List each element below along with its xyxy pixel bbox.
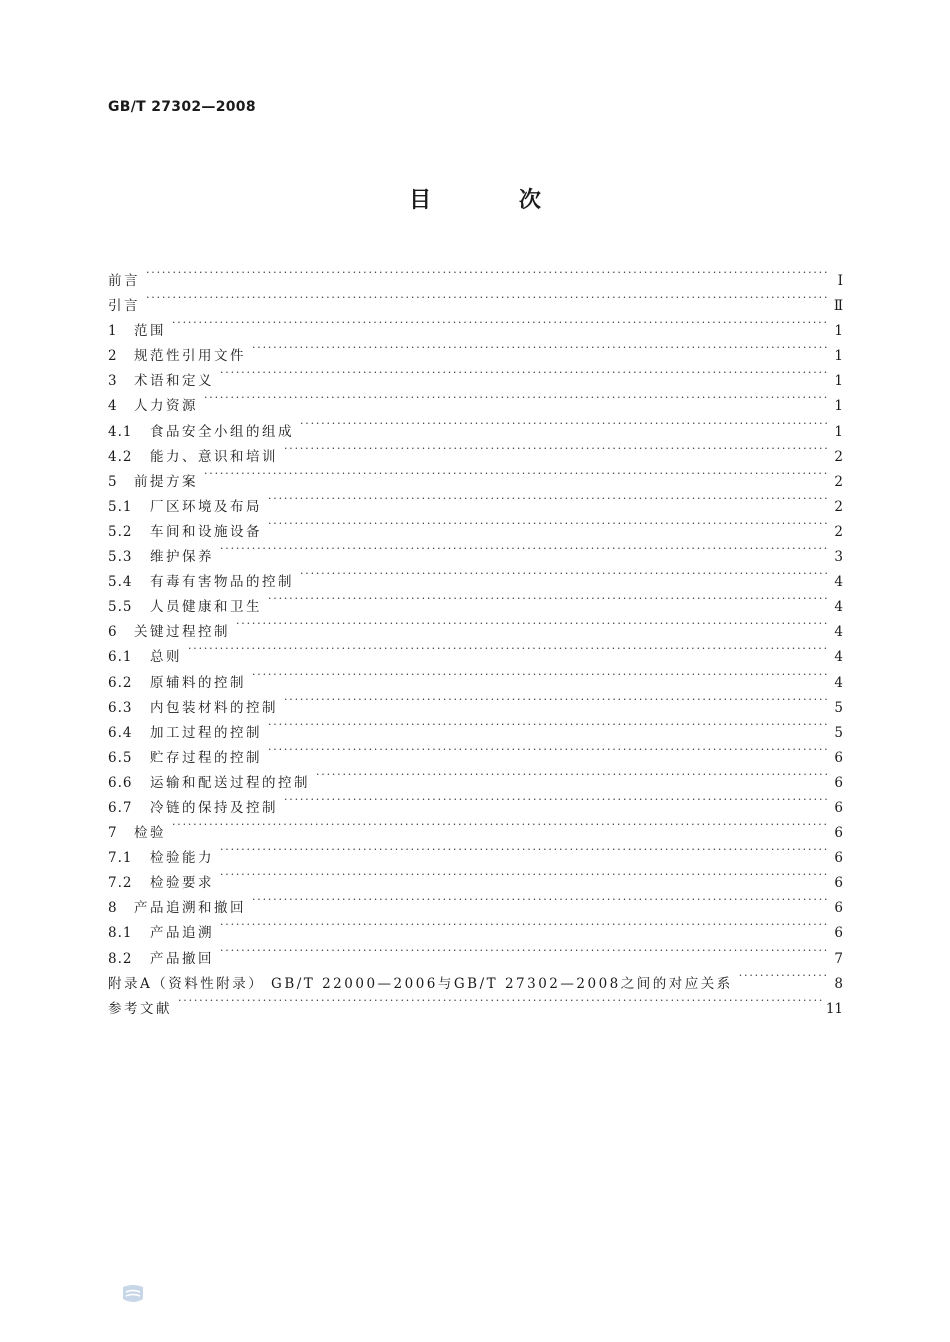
toc-entry-page-number: 5 xyxy=(834,724,843,741)
toc-entry-number: 5 xyxy=(108,473,118,490)
toc-entry-label: 能力、意识和培训 xyxy=(150,448,278,465)
toc-dot-leader xyxy=(220,862,827,887)
toc-entry-page-number: 6 xyxy=(834,799,843,816)
toc-entry-page-number: 6 xyxy=(834,900,843,917)
toc-dot-leader xyxy=(172,310,827,335)
page-title: 目 次 xyxy=(409,188,581,213)
toc-dot-leader xyxy=(188,636,827,661)
toc-entry-page-number: Ⅰ xyxy=(837,273,843,289)
toc-entry-label: 检验 xyxy=(134,825,166,842)
toc-entry-page-number: 1 xyxy=(834,348,843,365)
toc-entry-page-number: 4 xyxy=(834,674,843,691)
toc-entry-label: 原辅料的控制 xyxy=(150,674,246,691)
toc-entry[interactable] xyxy=(108,837,843,867)
toc-dot-leader xyxy=(284,787,827,812)
toc-entry[interactable] xyxy=(108,285,843,315)
toc-dot-leader xyxy=(252,887,827,912)
toc-entry-label: 检验能力 xyxy=(150,850,214,867)
toc-entry-label: 检验要求 xyxy=(150,875,214,892)
toc-entry-number: 6.3 xyxy=(108,699,133,716)
toc-entry-number: 5.5 xyxy=(108,599,133,616)
toc-entry-number: 6.5 xyxy=(108,749,133,766)
toc-entry-label: 运输和配送过程的控制 xyxy=(150,774,310,791)
toc-entry-label: 加工过程的控制 xyxy=(150,724,262,741)
toc-dot-leader xyxy=(146,285,827,310)
toc-dot-leader xyxy=(146,260,827,285)
toc-entry-number: 5.1 xyxy=(108,498,133,515)
toc-entry-number: 8.1 xyxy=(108,925,133,942)
toc-entry-label: 产品追溯 xyxy=(150,925,214,942)
toc-dot-leader xyxy=(252,662,827,687)
toc-entry-label: 关键过程控制 xyxy=(134,624,230,641)
toc-entry-page-number: 7 xyxy=(834,950,843,967)
toc-entry-page-number: Ⅱ xyxy=(833,298,843,315)
toc-entry-page-number: 6 xyxy=(834,875,843,892)
toc-dot-leader xyxy=(316,762,827,787)
toc-entry-page-number: 6 xyxy=(834,825,843,842)
toc-dot-leader xyxy=(220,938,827,963)
toc-entry-number: 7.1 xyxy=(108,850,133,867)
toc-entry[interactable] xyxy=(108,310,843,340)
toc-entry-page-number: 2 xyxy=(834,523,843,540)
toc-dot-leader xyxy=(220,912,827,937)
toc-entry-label: 术语和定义 xyxy=(134,373,214,390)
toc-dot-leader xyxy=(284,687,827,712)
toc-dot-leader xyxy=(220,837,827,862)
toc-entry-number: 4.1 xyxy=(108,423,133,440)
toc-entry-label: 产品追溯和撤回 xyxy=(134,900,246,917)
toc-entry-page-number: 1 xyxy=(834,423,843,440)
toc-entry[interactable] xyxy=(108,662,843,691)
toc-entry-label: 贮存过程的控制 xyxy=(150,749,262,766)
toc-dot-leader xyxy=(220,360,827,385)
toc-entry-page-number: 6 xyxy=(834,850,843,867)
table-of-contents xyxy=(108,260,843,1017)
standard-code: GB/T 27302—2008 xyxy=(108,99,256,115)
toc-entry-label: 有毒有害物品的控制 xyxy=(150,574,294,591)
toc-entry-number: 3 xyxy=(108,373,118,390)
toc-entry-number: 6.1 xyxy=(108,649,133,666)
toc-entry-label: 引言 xyxy=(108,298,140,315)
toc-dot-leader xyxy=(300,561,827,586)
toc-entry[interactable] xyxy=(108,335,843,365)
toc-entry-label: 食品安全小组的组成 xyxy=(150,423,294,440)
toc-entry-number: 6.2 xyxy=(108,674,133,691)
toc-dot-leader xyxy=(268,586,827,611)
toc-entry[interactable] xyxy=(108,260,843,289)
toc-dot-leader xyxy=(204,385,827,410)
toc-entry-number: 5.4 xyxy=(108,574,133,591)
toc-entry-label: 前提方案 xyxy=(134,473,198,490)
toc-dot-leader xyxy=(220,536,827,561)
toc-entry-number: 6.6 xyxy=(108,774,133,791)
toc-entry-label: 车间和设施设备 xyxy=(150,523,262,540)
toc-entry-page-number: 5 xyxy=(834,699,843,716)
toc-entry-label: 人力资源 xyxy=(134,398,198,415)
toc-entry-number: 7.2 xyxy=(108,875,133,892)
toc-entry-label: 冷链的保持及控制 xyxy=(150,799,278,816)
toc-entry-number: 7 xyxy=(108,825,118,842)
toc-entry-page-number: 2 xyxy=(834,448,843,465)
toc-entry-page-number: 6 xyxy=(834,749,843,766)
toc-entry[interactable] xyxy=(108,988,843,1017)
toc-dot-leader xyxy=(268,737,827,762)
toc-entry[interactable] xyxy=(108,461,843,490)
toc-entry-number: 5.3 xyxy=(108,549,133,566)
toc-dot-leader xyxy=(252,335,827,360)
toc-entry-number: 6.7 xyxy=(108,799,133,816)
toc-entry-page-number: 8 xyxy=(834,975,843,992)
toc-entry-label: 维护保养 xyxy=(150,549,214,566)
toc-dot-leader xyxy=(204,461,827,486)
toc-entry-page-number: 4 xyxy=(834,649,843,666)
toc-entry[interactable] xyxy=(108,812,843,842)
toc-entry-number: 8.2 xyxy=(108,950,133,967)
toc-dot-leader xyxy=(178,988,822,1013)
toc-entry-label: 范围 xyxy=(134,323,166,340)
toc-dot-leader xyxy=(268,511,827,536)
toc-entry-page-number: 1 xyxy=(834,323,843,340)
toc-dot-leader xyxy=(236,611,827,636)
toc-entry-number: 1 xyxy=(108,323,118,340)
toc-dot-leader xyxy=(268,712,827,737)
toc-entry-page-number: 4 xyxy=(834,574,843,591)
toc-entry-page-number: 2 xyxy=(834,473,843,490)
toc-entry[interactable] xyxy=(108,411,843,440)
toc-entry-label: 产品撤回 xyxy=(150,950,214,967)
toc-entry-page-number: 6 xyxy=(834,774,843,791)
toc-entry[interactable] xyxy=(108,636,843,666)
toc-entry[interactable] xyxy=(108,486,843,515)
toc-entry-label: 人员健康和卫生 xyxy=(150,599,262,616)
toc-entry-page-number: 11 xyxy=(825,1000,843,1017)
toc-dot-leader xyxy=(739,963,827,988)
toc-entry-label: 参考文献 xyxy=(108,1000,172,1017)
toc-entry-page-number: 4 xyxy=(834,624,843,641)
sac-logo-icon xyxy=(120,1283,146,1305)
toc-dot-leader xyxy=(268,486,827,511)
toc-entry-page-number: 6 xyxy=(834,925,843,942)
toc-entry-page-number: 2 xyxy=(834,498,843,515)
toc-entry-label: 规范性引用文件 xyxy=(134,348,246,365)
toc-entry-label: 总则 xyxy=(150,649,182,666)
toc-entry-number: 2 xyxy=(108,348,118,365)
toc-entry-number: 5.2 xyxy=(108,523,133,540)
toc-entry[interactable] xyxy=(108,385,843,415)
toc-dot-leader xyxy=(172,812,827,837)
toc-entry-page-number: 1 xyxy=(834,398,843,415)
toc-entry-number: 4.2 xyxy=(108,448,133,465)
toc-dot-leader xyxy=(300,411,827,436)
toc-dot-leader xyxy=(284,436,827,461)
toc-entry-number: 8 xyxy=(108,900,118,917)
toc-entry-page-number: 3 xyxy=(834,549,843,566)
toc-entry-number: 4 xyxy=(108,398,118,415)
toc-entry-number: 6 xyxy=(108,624,118,641)
toc-entry-label: 前言 xyxy=(108,273,140,289)
toc-entry-page-number: 1 xyxy=(834,373,843,390)
toc-entry-page-number: 4 xyxy=(834,599,843,616)
toc-entry-label: 附录A（资料性附录） GB/T 22000—2006与GB/T 27302—2008之间的对应关系 xyxy=(108,975,733,992)
toc-entry-label: 厂区环境及布局 xyxy=(150,498,262,515)
toc-entry-label: 内包装材料的控制 xyxy=(150,699,278,716)
toc-entry-number: 6.4 xyxy=(108,724,133,741)
